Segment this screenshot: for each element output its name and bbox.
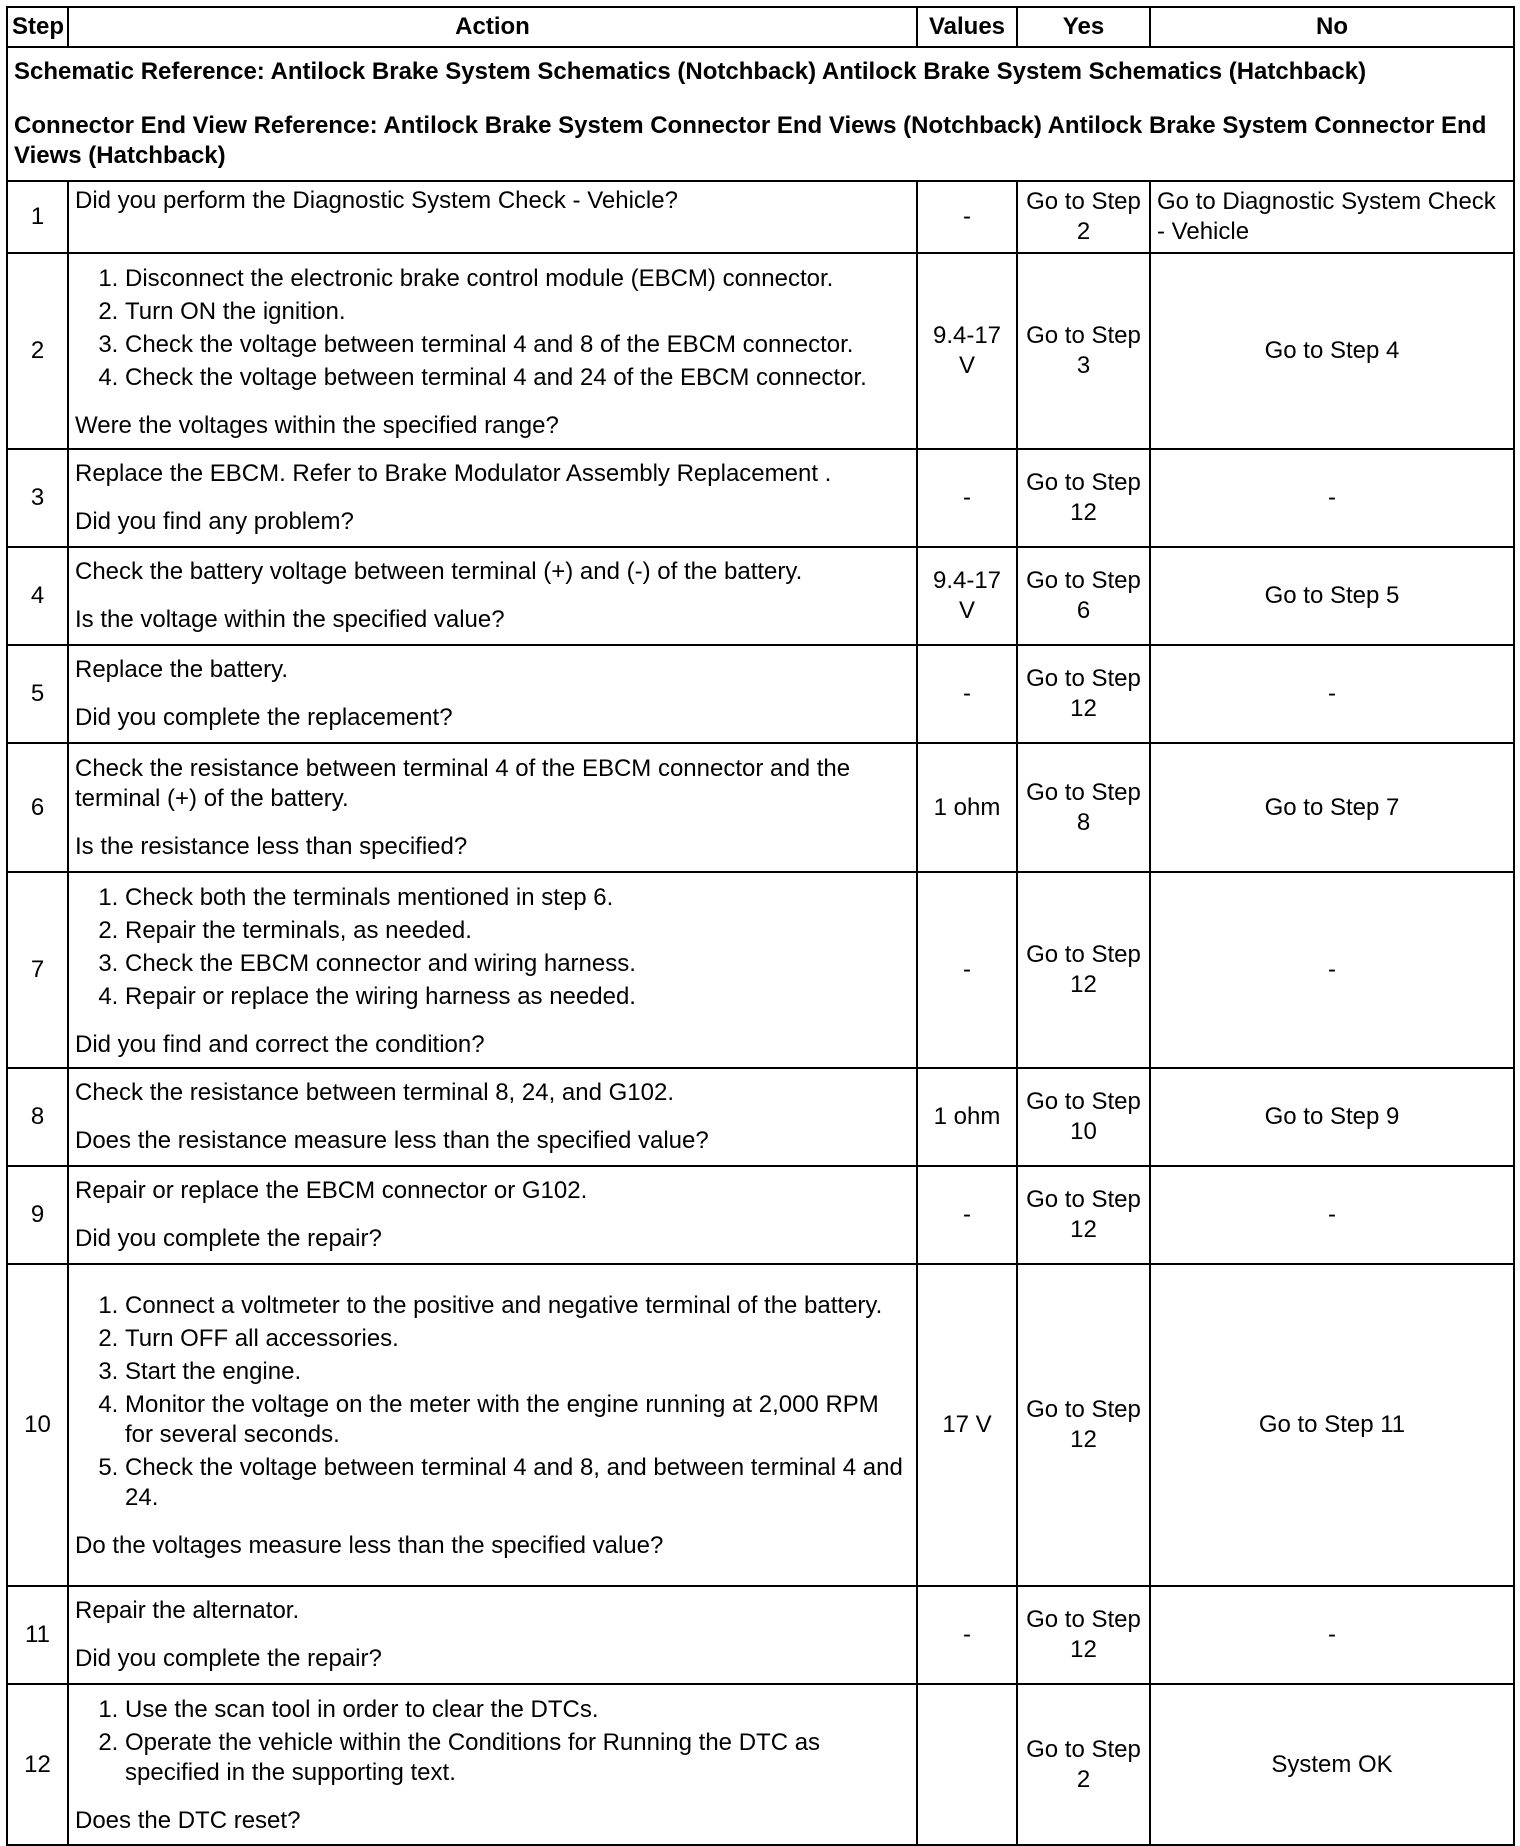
step-action bbox=[68, 449, 917, 547]
step-no: Go to Step 9 bbox=[1150, 1068, 1514, 1166]
action-instruction: Check the resistance between terminal 8, 24, and G102. bbox=[75, 1079, 675, 1106]
header-values: Values bbox=[917, 7, 1017, 47]
step-no: System OK bbox=[1150, 1684, 1514, 1845]
step-no: - bbox=[1150, 449, 1514, 547]
step-action bbox=[68, 1166, 917, 1264]
step-number: 2 bbox=[7, 253, 68, 449]
action-list-item: 1. Connect a voltmeter to the positive and negative terminal of the battery. bbox=[125, 1291, 910, 1321]
step-action bbox=[68, 1264, 917, 1586]
step-no: Go to Step 4 bbox=[1150, 253, 1514, 449]
step-action bbox=[68, 1586, 917, 1684]
action-list-item: 2. Repair the terminals, as needed. bbox=[125, 916, 910, 946]
step-no: Go to Step 7 bbox=[1150, 743, 1514, 872]
step-value: - bbox=[917, 181, 1017, 253]
step-action bbox=[68, 253, 917, 449]
step-row bbox=[7, 1684, 1514, 1845]
step-value: - bbox=[917, 1166, 1017, 1264]
step-number: 6 bbox=[7, 743, 68, 872]
action-question: Did you complete the replacement? bbox=[75, 704, 453, 731]
step-action bbox=[68, 872, 917, 1068]
action-list-item: 4. Monitor the voltage on the meter with the engine running at 2,000 RPM for several seconds. bbox=[125, 1390, 910, 1450]
step-yes: Go to Step 10 bbox=[1017, 1068, 1150, 1166]
step-value bbox=[917, 1684, 1017, 1845]
step-no: Go to Step 5 bbox=[1150, 547, 1514, 645]
step-yes: Go to Step 2 bbox=[1017, 1684, 1150, 1845]
action-instruction: Repair or replace the EBCM connector or G102. bbox=[75, 1177, 588, 1204]
step-action bbox=[68, 743, 917, 872]
step-no: - bbox=[1150, 1586, 1514, 1684]
step-row bbox=[7, 872, 1514, 1068]
action-list bbox=[75, 1695, 910, 1788]
step-row bbox=[7, 547, 1514, 645]
step-row bbox=[7, 449, 1514, 547]
step-yes: Go to Step 12 bbox=[1017, 1166, 1150, 1264]
step-no: - bbox=[1150, 872, 1514, 1068]
step-action bbox=[68, 181, 917, 253]
schematic-reference: Schematic Reference: Antilock Brake System Schematics (Notchback) Antilock Brake System Schematics (Hatchback) bbox=[14, 58, 1367, 85]
step-number: 7 bbox=[7, 872, 68, 1068]
step-value: 9.4-17 V bbox=[917, 547, 1017, 645]
action-instruction: Check the resistance between terminal 4 of the EBCM connector and the terminal (+) of the battery. bbox=[75, 754, 851, 812]
action-question: Did you complete the repair? bbox=[75, 1225, 382, 1252]
step-row bbox=[7, 1586, 1514, 1684]
step-value: 1 ohm bbox=[917, 1068, 1017, 1166]
step-yes: Go to Step 12 bbox=[1017, 449, 1150, 547]
action-list-item: 3. Check the EBCM connector and wiring harness. bbox=[125, 949, 910, 979]
action-list-item: 2. Operate the vehicle within the Conditions for Running the DTC as specified in the supporting text. bbox=[125, 1728, 910, 1788]
action-list bbox=[75, 883, 910, 1012]
header-row bbox=[7, 7, 1514, 47]
action-list-item: 3. Check the voltage between terminal 4 and 8 of the EBCM connector. bbox=[125, 330, 910, 360]
action-list bbox=[75, 1291, 910, 1513]
step-value: 9.4-17 V bbox=[917, 253, 1017, 449]
action-question: Did you complete the repair? bbox=[75, 1645, 382, 1672]
action-list bbox=[75, 264, 910, 393]
step-no: Go to Diagnostic System Check - Vehicle bbox=[1150, 181, 1514, 253]
step-number: 4 bbox=[7, 547, 68, 645]
step-number: 3 bbox=[7, 449, 68, 547]
header-no: No bbox=[1150, 7, 1514, 47]
step-yes: Go to Step 12 bbox=[1017, 645, 1150, 743]
step-row bbox=[7, 1068, 1514, 1166]
action-question: Does the DTC reset? bbox=[75, 1807, 301, 1834]
step-row bbox=[7, 1264, 1514, 1586]
step-row bbox=[7, 645, 1514, 743]
step-number: 5 bbox=[7, 645, 68, 743]
action-list-item: 2. Turn OFF all accessories. bbox=[125, 1324, 910, 1354]
step-value: 17 V bbox=[917, 1264, 1017, 1586]
action-instruction: Replace the EBCM. Refer to Brake Modulator Assembly Replacement . bbox=[75, 460, 832, 487]
step-row bbox=[7, 1166, 1514, 1264]
step-yes: Go to Step 3 bbox=[1017, 253, 1150, 449]
step-value: - bbox=[917, 449, 1017, 547]
step-no: Go to Step 11 bbox=[1150, 1264, 1514, 1586]
step-yes: Go to Step 12 bbox=[1017, 1264, 1150, 1586]
step-yes: Go to Step 8 bbox=[1017, 743, 1150, 872]
step-value: - bbox=[917, 1586, 1017, 1684]
step-value: - bbox=[917, 872, 1017, 1068]
header-yes: Yes bbox=[1017, 7, 1150, 47]
action-instruction: Replace the battery. bbox=[75, 656, 289, 683]
action-instruction: Repair the alternator. bbox=[75, 1597, 300, 1624]
action-list-item: 4. Check the voltage between terminal 4 and 24 of the EBCM connector. bbox=[125, 363, 910, 393]
step-row bbox=[7, 253, 1514, 449]
step-number: 8 bbox=[7, 1068, 68, 1166]
action-list-item: 1. Disconnect the electronic brake control module (EBCM) connector. bbox=[125, 264, 910, 294]
step-number: 12 bbox=[7, 1684, 68, 1845]
step-action bbox=[68, 547, 917, 645]
action-list-item: 1. Check both the terminals mentioned in step 6. bbox=[125, 883, 910, 913]
step-action bbox=[68, 1684, 917, 1845]
step-yes: Go to Step 2 bbox=[1017, 181, 1150, 253]
action-question: Did you find and correct the condition? bbox=[75, 1030, 485, 1058]
action-question: Is the resistance less than specified? bbox=[75, 832, 468, 860]
step-yes: Go to Step 12 bbox=[1017, 1586, 1150, 1684]
action-question: Does the resistance measure less than the specified value? bbox=[75, 1127, 709, 1154]
step-action bbox=[68, 1068, 917, 1166]
step-no: - bbox=[1150, 1166, 1514, 1264]
step-number: 9 bbox=[7, 1166, 68, 1264]
header-step: Step bbox=[7, 7, 68, 47]
action-list-item: 1. Use the scan tool in order to clear the DTCs. bbox=[125, 1695, 910, 1725]
action-question: Did you find any problem? bbox=[75, 508, 354, 535]
action-question: Is the voltage within the specified value? bbox=[75, 606, 505, 633]
step-number: 11 bbox=[7, 1586, 68, 1684]
step-number: 10 bbox=[7, 1264, 68, 1586]
action-instruction: Check the battery voltage between terminal (+) and (-) of the battery. bbox=[75, 558, 803, 585]
step-action bbox=[68, 645, 917, 743]
action-list-item: 3. Start the engine. bbox=[125, 1357, 910, 1387]
diagnostic-table bbox=[6, 6, 1515, 1846]
action-question: Did you perform the Diagnostic System Check - Vehicle? bbox=[75, 187, 678, 214]
reference-cell bbox=[7, 47, 1514, 181]
action-question: Do the voltages measure less than the specified value? bbox=[75, 1532, 664, 1559]
step-no: - bbox=[1150, 645, 1514, 743]
step-number: 1 bbox=[7, 181, 68, 253]
step-row bbox=[7, 181, 1514, 253]
action-list-item: 5. Check the voltage between terminal 4 and 8, and between terminal 4 and 24. bbox=[125, 1453, 910, 1513]
step-value: 1 ohm bbox=[917, 743, 1017, 872]
connector-reference: Connector End View Reference: Antilock Brake System Connector End Views (Notchback) Antilock Brake System Connector End Views (Hatchback) bbox=[14, 112, 1487, 169]
step-value: - bbox=[917, 645, 1017, 743]
action-list-item: 2. Turn ON the ignition. bbox=[125, 297, 910, 327]
step-yes: Go to Step 12 bbox=[1017, 872, 1150, 1068]
action-list-item: 4. Repair or replace the wiring harness as needed. bbox=[125, 982, 910, 1012]
action-question: Were the voltages within the specified range? bbox=[75, 411, 559, 439]
header-action: Action bbox=[68, 7, 917, 47]
reference-row bbox=[7, 47, 1514, 181]
step-row bbox=[7, 743, 1514, 872]
step-yes: Go to Step 6 bbox=[1017, 547, 1150, 645]
